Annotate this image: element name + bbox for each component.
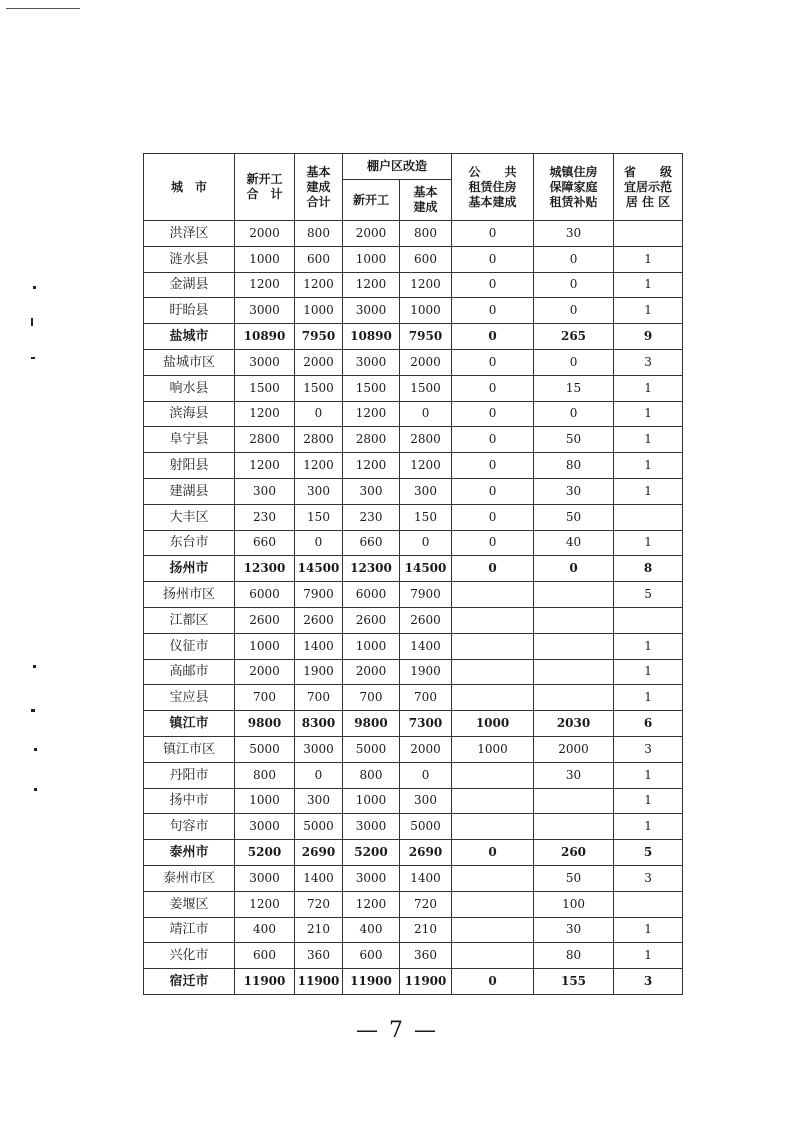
cell-shanty-new: 660 xyxy=(343,530,400,556)
table-row xyxy=(144,504,683,530)
cell-build-total: 1200 xyxy=(295,453,343,479)
cell-new-total: 1200 xyxy=(235,272,295,298)
cell-shanty-new: 300 xyxy=(343,478,400,504)
cell-new-total: 230 xyxy=(235,504,295,530)
cell-public-rental xyxy=(452,788,534,814)
cell-subsidy: 100 xyxy=(534,891,614,917)
cell-subsidy xyxy=(534,633,614,659)
cell-shanty-new: 3000 xyxy=(343,298,400,324)
cell-public-rental: 1000 xyxy=(452,711,534,737)
cell-shanty-new: 700 xyxy=(343,685,400,711)
cell-city: 金湖县 xyxy=(144,272,235,298)
table-row xyxy=(144,556,683,582)
cell-shanty-build: 2690 xyxy=(400,840,452,866)
cell-public-rental: 0 xyxy=(452,272,534,298)
cell-new-total: 10890 xyxy=(235,324,295,350)
cell-subsidy: 30 xyxy=(534,478,614,504)
cell-shanty-new: 600 xyxy=(343,943,400,969)
table-row xyxy=(144,324,683,350)
cell-subsidy: 0 xyxy=(534,556,614,582)
cell-public-rental: 0 xyxy=(452,530,534,556)
cell-build-total: 1900 xyxy=(295,659,343,685)
cell-demo: 1 xyxy=(614,685,683,711)
cell-subsidy xyxy=(534,685,614,711)
cell-city: 洪泽区 xyxy=(144,221,235,247)
cell-city: 响水县 xyxy=(144,375,235,401)
cell-build-total: 800 xyxy=(295,221,343,247)
cell-demo: 1 xyxy=(614,246,683,272)
cell-public-rental: 0 xyxy=(452,298,534,324)
header-build-total: 基本 建成 合计 xyxy=(295,154,343,221)
table-row xyxy=(144,840,683,866)
table-row xyxy=(144,272,683,298)
cell-shanty-build: 11900 xyxy=(400,969,452,995)
cell-shanty-build: 300 xyxy=(400,478,452,504)
cell-subsidy: 50 xyxy=(534,427,614,453)
cell-new-total: 5000 xyxy=(235,736,295,762)
cell-subsidy xyxy=(534,814,614,840)
cell-new-total: 2000 xyxy=(235,659,295,685)
cell-shanty-build: 0 xyxy=(400,401,452,427)
cell-demo: 1 xyxy=(614,478,683,504)
cell-shanty-build: 600 xyxy=(400,246,452,272)
header-shanty-build: 基本 建成 xyxy=(400,180,452,221)
cell-subsidy: 0 xyxy=(534,349,614,375)
cell-demo: 1 xyxy=(614,375,683,401)
cell-new-total: 11900 xyxy=(235,969,295,995)
cell-shanty-new: 12300 xyxy=(343,556,400,582)
cell-build-total: 7900 xyxy=(295,582,343,608)
cell-shanty-new: 1200 xyxy=(343,401,400,427)
cell-public-rental: 0 xyxy=(452,969,534,995)
cell-demo: 1 xyxy=(614,272,683,298)
cell-new-total: 400 xyxy=(235,917,295,943)
cell-new-total: 1000 xyxy=(235,788,295,814)
cell-city: 姜堰区 xyxy=(144,891,235,917)
cell-demo: 5 xyxy=(614,840,683,866)
cell-new-total: 800 xyxy=(235,762,295,788)
cell-build-total: 1400 xyxy=(295,865,343,891)
cell-public-rental xyxy=(452,917,534,943)
table-row xyxy=(144,711,683,737)
table-row xyxy=(144,659,683,685)
header-rule xyxy=(6,8,80,9)
cell-city: 泰州市区 xyxy=(144,865,235,891)
cell-subsidy: 0 xyxy=(534,246,614,272)
cell-city: 扬州市区 xyxy=(144,582,235,608)
cell-city: 靖江市 xyxy=(144,917,235,943)
cell-shanty-build: 360 xyxy=(400,943,452,969)
cell-subsidy: 265 xyxy=(534,324,614,350)
cell-public-rental: 0 xyxy=(452,401,534,427)
cell-demo: 1 xyxy=(614,943,683,969)
table-row xyxy=(144,943,683,969)
cell-shanty-new: 230 xyxy=(343,504,400,530)
cell-city: 高邮市 xyxy=(144,659,235,685)
cell-shanty-new: 1000 xyxy=(343,633,400,659)
cell-build-total: 600 xyxy=(295,246,343,272)
cell-public-rental: 0 xyxy=(452,246,534,272)
cell-public-rental xyxy=(452,865,534,891)
cell-demo: 3 xyxy=(614,865,683,891)
cell-subsidy xyxy=(534,607,614,633)
cell-shanty-new: 800 xyxy=(343,762,400,788)
cell-shanty-build: 700 xyxy=(400,685,452,711)
cell-public-rental xyxy=(452,607,534,633)
table-row xyxy=(144,582,683,608)
cell-shanty-new: 5200 xyxy=(343,840,400,866)
cell-city: 丹阳市 xyxy=(144,762,235,788)
scan-mark xyxy=(31,709,35,712)
cell-shanty-build: 1400 xyxy=(400,865,452,891)
cell-shanty-build: 2000 xyxy=(400,349,452,375)
cell-shanty-new: 1200 xyxy=(343,453,400,479)
cell-build-total: 0 xyxy=(295,530,343,556)
cell-subsidy: 0 xyxy=(534,272,614,298)
cell-new-total: 700 xyxy=(235,685,295,711)
cell-public-rental xyxy=(452,633,534,659)
header-public-rental: 公 共 租赁住房 基本建成 xyxy=(452,154,534,221)
table-row xyxy=(144,814,683,840)
cell-demo: 1 xyxy=(614,427,683,453)
cell-city: 仪征市 xyxy=(144,633,235,659)
cell-shanty-build: 7300 xyxy=(400,711,452,737)
cell-new-total: 9800 xyxy=(235,711,295,737)
cell-shanty-new: 1000 xyxy=(343,246,400,272)
cell-public-rental: 0 xyxy=(452,349,534,375)
cell-shanty-build: 800 xyxy=(400,221,452,247)
cell-demo: 1 xyxy=(614,298,683,324)
cell-shanty-build: 2800 xyxy=(400,427,452,453)
scan-mark xyxy=(31,357,35,359)
scan-mark xyxy=(33,665,36,668)
cell-build-total: 14500 xyxy=(295,556,343,582)
cell-shanty-build: 1200 xyxy=(400,453,452,479)
scan-mark xyxy=(31,318,33,326)
cell-city: 宝应县 xyxy=(144,685,235,711)
cell-demo: 1 xyxy=(614,633,683,659)
table-row xyxy=(144,891,683,917)
cell-city: 镇江市 xyxy=(144,711,235,737)
cell-shanty-new: 5000 xyxy=(343,736,400,762)
cell-demo: 6 xyxy=(614,711,683,737)
cell-shanty-build: 150 xyxy=(400,504,452,530)
cell-build-total: 3000 xyxy=(295,736,343,762)
table-row xyxy=(144,246,683,272)
table-row xyxy=(144,349,683,375)
cell-new-total: 1500 xyxy=(235,375,295,401)
cell-build-total: 150 xyxy=(295,504,343,530)
cell-city: 阜宁县 xyxy=(144,427,235,453)
cell-public-rental xyxy=(452,685,534,711)
cell-city: 东台市 xyxy=(144,530,235,556)
cell-city: 涟水县 xyxy=(144,246,235,272)
cell-subsidy: 30 xyxy=(534,917,614,943)
cell-new-total: 5200 xyxy=(235,840,295,866)
cell-build-total: 1200 xyxy=(295,272,343,298)
cell-new-total: 600 xyxy=(235,943,295,969)
cell-public-rental xyxy=(452,762,534,788)
cell-shanty-build: 1900 xyxy=(400,659,452,685)
cell-demo xyxy=(614,504,683,530)
cell-demo: 3 xyxy=(614,349,683,375)
cell-city: 滨海县 xyxy=(144,401,235,427)
table-row xyxy=(144,788,683,814)
cell-subsidy: 50 xyxy=(534,865,614,891)
cell-subsidy: 80 xyxy=(534,453,614,479)
cell-new-total: 2600 xyxy=(235,607,295,633)
cell-subsidy: 40 xyxy=(534,530,614,556)
cell-demo xyxy=(614,607,683,633)
scan-mark xyxy=(34,748,37,751)
cell-public-rental: 0 xyxy=(452,478,534,504)
table-row xyxy=(144,401,683,427)
cell-city: 句容市 xyxy=(144,814,235,840)
cell-shanty-new: 10890 xyxy=(343,324,400,350)
table-row xyxy=(144,633,683,659)
cell-subsidy: 260 xyxy=(534,840,614,866)
cell-public-rental xyxy=(452,943,534,969)
cell-demo xyxy=(614,221,683,247)
cell-subsidy: 30 xyxy=(534,221,614,247)
cell-build-total: 0 xyxy=(295,401,343,427)
cell-public-rental: 0 xyxy=(452,840,534,866)
cell-demo: 3 xyxy=(614,969,683,995)
table-body xyxy=(144,221,683,995)
cell-city: 建湖县 xyxy=(144,478,235,504)
cell-shanty-build: 2000 xyxy=(400,736,452,762)
cell-build-total: 2800 xyxy=(295,427,343,453)
cell-shanty-new: 1000 xyxy=(343,788,400,814)
cell-city: 盐城市 xyxy=(144,324,235,350)
cell-shanty-new: 9800 xyxy=(343,711,400,737)
cell-shanty-build: 720 xyxy=(400,891,452,917)
header-demo-zone: 省 级 宜居示范 居 住 区 xyxy=(614,154,683,221)
housing-data-table xyxy=(143,153,683,995)
cell-demo: 1 xyxy=(614,762,683,788)
cell-demo: 1 xyxy=(614,453,683,479)
cell-demo: 1 xyxy=(614,814,683,840)
cell-public-rental xyxy=(452,659,534,685)
table-row xyxy=(144,917,683,943)
cell-new-total: 3000 xyxy=(235,865,295,891)
cell-demo: 1 xyxy=(614,401,683,427)
cell-shanty-build: 5000 xyxy=(400,814,452,840)
cell-build-total: 2690 xyxy=(295,840,343,866)
cell-demo: 8 xyxy=(614,556,683,582)
cell-shanty-new: 6000 xyxy=(343,582,400,608)
cell-new-total: 1200 xyxy=(235,891,295,917)
header-city: 城 市 xyxy=(144,154,235,221)
table-row xyxy=(144,607,683,633)
cell-build-total: 300 xyxy=(295,478,343,504)
cell-new-total: 6000 xyxy=(235,582,295,608)
cell-subsidy: 50 xyxy=(534,504,614,530)
cell-new-total: 3000 xyxy=(235,814,295,840)
table-row xyxy=(144,865,683,891)
cell-city: 扬州市 xyxy=(144,556,235,582)
cell-demo: 9 xyxy=(614,324,683,350)
cell-subsidy: 155 xyxy=(534,969,614,995)
cell-public-rental xyxy=(452,814,534,840)
cell-subsidy xyxy=(534,659,614,685)
table-row xyxy=(144,298,683,324)
cell-city: 大丰区 xyxy=(144,504,235,530)
cell-demo: 1 xyxy=(614,788,683,814)
cell-shanty-new: 3000 xyxy=(343,865,400,891)
cell-build-total: 2000 xyxy=(295,349,343,375)
scan-mark xyxy=(34,788,37,791)
cell-new-total: 2800 xyxy=(235,427,295,453)
cell-public-rental: 0 xyxy=(452,427,534,453)
cell-build-total: 1000 xyxy=(295,298,343,324)
cell-build-total: 11900 xyxy=(295,969,343,995)
cell-public-rental: 0 xyxy=(452,453,534,479)
cell-new-total: 1200 xyxy=(235,401,295,427)
cell-shanty-build: 7950 xyxy=(400,324,452,350)
cell-shanty-build: 300 xyxy=(400,788,452,814)
cell-build-total: 8300 xyxy=(295,711,343,737)
page-number: — 7 — xyxy=(356,1018,438,1043)
cell-demo: 5 xyxy=(614,582,683,608)
cell-shanty-build: 0 xyxy=(400,762,452,788)
cell-public-rental: 0 xyxy=(452,324,534,350)
cell-city: 镇江市区 xyxy=(144,736,235,762)
cell-shanty-build: 1200 xyxy=(400,272,452,298)
cell-new-total: 1000 xyxy=(235,633,295,659)
table-row xyxy=(144,375,683,401)
cell-city: 江都区 xyxy=(144,607,235,633)
cell-shanty-build: 2600 xyxy=(400,607,452,633)
cell-new-total: 1000 xyxy=(235,246,295,272)
table-row xyxy=(144,530,683,556)
cell-shanty-new: 2000 xyxy=(343,659,400,685)
cell-demo: 1 xyxy=(614,659,683,685)
cell-public-rental xyxy=(452,891,534,917)
cell-public-rental: 0 xyxy=(452,556,534,582)
cell-shanty-new: 2600 xyxy=(343,607,400,633)
cell-build-total: 700 xyxy=(295,685,343,711)
cell-shanty-build: 14500 xyxy=(400,556,452,582)
header-shanty-new: 新开工 xyxy=(343,180,400,221)
cell-subsidy: 80 xyxy=(534,943,614,969)
cell-demo: 1 xyxy=(614,530,683,556)
cell-city: 盐城市区 xyxy=(144,349,235,375)
cell-city: 射阳县 xyxy=(144,453,235,479)
cell-shanty-build: 1500 xyxy=(400,375,452,401)
cell-new-total: 660 xyxy=(235,530,295,556)
cell-subsidy: 2000 xyxy=(534,736,614,762)
cell-build-total: 360 xyxy=(295,943,343,969)
cell-shanty-build: 7900 xyxy=(400,582,452,608)
cell-city: 扬中市 xyxy=(144,788,235,814)
cell-public-rental xyxy=(452,582,534,608)
cell-shanty-build: 1000 xyxy=(400,298,452,324)
cell-subsidy: 2030 xyxy=(534,711,614,737)
cell-demo xyxy=(614,891,683,917)
cell-city: 兴化市 xyxy=(144,943,235,969)
scan-mark xyxy=(33,286,36,289)
cell-subsidy: 15 xyxy=(534,375,614,401)
cell-build-total: 2600 xyxy=(295,607,343,633)
table-row xyxy=(144,478,683,504)
header-new-total: 新开工 合 计 xyxy=(235,154,295,221)
cell-city: 盱眙县 xyxy=(144,298,235,324)
cell-public-rental: 0 xyxy=(452,221,534,247)
cell-shanty-build: 210 xyxy=(400,917,452,943)
cell-build-total: 5000 xyxy=(295,814,343,840)
header-shantytown: 棚户区改造 xyxy=(343,154,452,180)
cell-shanty-new: 2000 xyxy=(343,221,400,247)
cell-new-total: 12300 xyxy=(235,556,295,582)
cell-city: 泰州市 xyxy=(144,840,235,866)
cell-shanty-new: 3000 xyxy=(343,349,400,375)
cell-public-rental: 1000 xyxy=(452,736,534,762)
cell-build-total: 210 xyxy=(295,917,343,943)
cell-subsidy xyxy=(534,788,614,814)
cell-shanty-new: 1200 xyxy=(343,272,400,298)
header-urban-subsidy: 城镇住房 保障家庭 租赁补贴 xyxy=(534,154,614,221)
cell-demo: 3 xyxy=(614,736,683,762)
cell-subsidy: 30 xyxy=(534,762,614,788)
cell-shanty-new: 3000 xyxy=(343,814,400,840)
cell-shanty-new: 1200 xyxy=(343,891,400,917)
cell-build-total: 7950 xyxy=(295,324,343,350)
cell-new-total: 300 xyxy=(235,478,295,504)
cell-subsidy xyxy=(534,582,614,608)
cell-shanty-build: 0 xyxy=(400,530,452,556)
table-row xyxy=(144,685,683,711)
cell-build-total: 0 xyxy=(295,762,343,788)
cell-build-total: 300 xyxy=(295,788,343,814)
cell-subsidy: 0 xyxy=(534,401,614,427)
cell-build-total: 1500 xyxy=(295,375,343,401)
cell-new-total: 2000 xyxy=(235,221,295,247)
cell-shanty-new: 11900 xyxy=(343,969,400,995)
cell-city: 宿迁市 xyxy=(144,969,235,995)
cell-new-total: 1200 xyxy=(235,453,295,479)
table-row xyxy=(144,969,683,995)
cell-subsidy: 0 xyxy=(534,298,614,324)
cell-public-rental: 0 xyxy=(452,375,534,401)
table-row xyxy=(144,736,683,762)
cell-shanty-build: 1400 xyxy=(400,633,452,659)
table-row xyxy=(144,762,683,788)
cell-shanty-new: 2800 xyxy=(343,427,400,453)
table-row xyxy=(144,453,683,479)
cell-shanty-new: 1500 xyxy=(343,375,400,401)
cell-new-total: 3000 xyxy=(235,349,295,375)
cell-new-total: 3000 xyxy=(235,298,295,324)
table-row xyxy=(144,221,683,247)
cell-shanty-new: 400 xyxy=(343,917,400,943)
cell-public-rental: 0 xyxy=(452,504,534,530)
cell-build-total: 1400 xyxy=(295,633,343,659)
table-row xyxy=(144,427,683,453)
cell-demo: 1 xyxy=(614,917,683,943)
cell-build-total: 720 xyxy=(295,891,343,917)
